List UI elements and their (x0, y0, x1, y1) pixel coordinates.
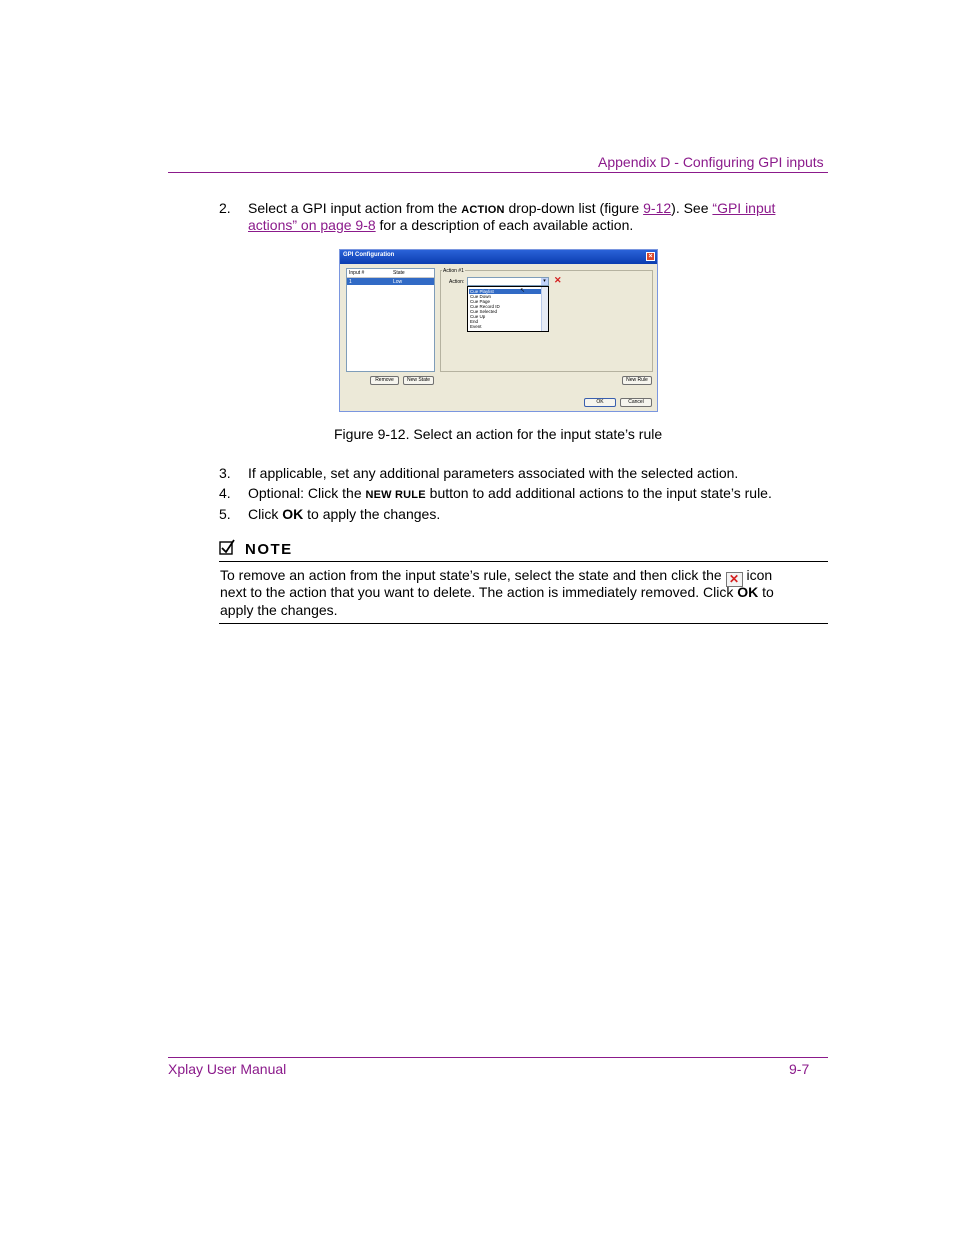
close-icon: × (646, 252, 655, 261)
window-title: GPI Configuration (343, 252, 395, 258)
note-text-b: icon (742, 567, 773, 583)
delete-action-icon: ✕ (554, 275, 562, 285)
cancel-button: Cancel (620, 398, 652, 407)
action-group-label: Action #1 (443, 268, 464, 274)
action-label: Action: (449, 279, 465, 285)
note-text-a: To remove an action from the input state’s rule, select the state and then click the (220, 567, 726, 583)
column-state: State (393, 270, 405, 276)
list-scrollbar (541, 287, 548, 331)
selected-row (347, 278, 434, 285)
new-rule-term: NEW RULE (365, 489, 426, 501)
option-1: Cue Playlist (470, 289, 494, 294)
option-3: Cue Page (470, 299, 491, 304)
footer-page-number: 9-7 (789, 1061, 810, 1077)
step-2-text-a: Select a GPI input action from the (248, 200, 462, 216)
step-5-text (248, 506, 440, 523)
row-input: 1 (349, 279, 352, 285)
new-state-button: New State (403, 376, 434, 385)
action-dropdown (467, 277, 549, 286)
step-4-text-a: Optional: Click the (248, 485, 366, 501)
delete-icon: ✕ (726, 572, 743, 587)
header-rule (168, 172, 828, 173)
option-4: Cue Record ID (470, 304, 500, 309)
remove-button: Remove (370, 376, 399, 385)
step-5-text-b: to apply the changes. (303, 506, 441, 522)
option-6: Cue Up (470, 314, 486, 319)
input-state-list (346, 268, 435, 372)
step-2-text-d: for a description of each available action. (375, 217, 634, 233)
gpi-input-actions-link[interactable]: “GPI input (712, 200, 776, 216)
chevron-down-icon: ▾ (541, 278, 548, 285)
figure-caption: Figure 9-12. Select an action for the input state’s rule (334, 426, 663, 442)
step-2-text-c: ). See (671, 200, 713, 216)
step-3-number: 3. (219, 465, 231, 481)
option-2: Cue Down (470, 294, 492, 299)
action-options-list (467, 286, 549, 332)
note-ok-term: OK (737, 584, 759, 600)
step-2-number: 2. (219, 200, 231, 216)
note-text-c: next to the action that you want to delete. The action is immediately removed. Click (220, 584, 738, 600)
running-header: Appendix D - Configuring GPI inputs (598, 154, 824, 170)
option-7: End (470, 319, 479, 324)
ok-term: OK (282, 506, 304, 522)
step-4-number: 4. (219, 485, 231, 501)
note-line-2 (220, 584, 774, 601)
step-2-line-2 (248, 217, 633, 234)
step-5-number: 5. (219, 506, 231, 522)
step-4-text-b: button to add additional actions to the input state’s rule. (425, 485, 772, 501)
figure-link[interactable]: 9-12 (643, 200, 672, 216)
note-heading: NOTE (245, 541, 293, 558)
option-8: Event (470, 324, 482, 329)
window-titlebar (340, 250, 657, 264)
gpi-configuration-screenshot (339, 249, 658, 412)
mouse-cursor-icon: ↖ (520, 288, 526, 294)
note-text-d: to (758, 584, 774, 600)
step-4-text (248, 485, 772, 504)
step-5-text-a: Click (248, 506, 283, 522)
step-2-text-b: drop-down list (figure (504, 200, 644, 216)
note-line-3: apply the changes. (220, 602, 338, 618)
footer-manual-title: Xplay User Manual (168, 1061, 287, 1077)
gpi-input-actions-link-cont[interactable]: actions” on page 9-8 (248, 217, 376, 233)
note-top-rule (219, 561, 828, 562)
row-state: Low (393, 279, 403, 285)
column-input: Input # (349, 270, 365, 276)
footer-rule (168, 1057, 828, 1058)
ok-button: OK (584, 398, 616, 407)
note-bottom-rule (219, 623, 828, 624)
note-checkbox-icon (219, 539, 236, 556)
option-5: Cue Selected (470, 309, 498, 314)
step-3-text: If applicable, set any additional parameters associated with the selected action. (248, 465, 739, 481)
new-rule-button: New Rule (622, 376, 652, 385)
action-term: ACTION (461, 204, 505, 216)
